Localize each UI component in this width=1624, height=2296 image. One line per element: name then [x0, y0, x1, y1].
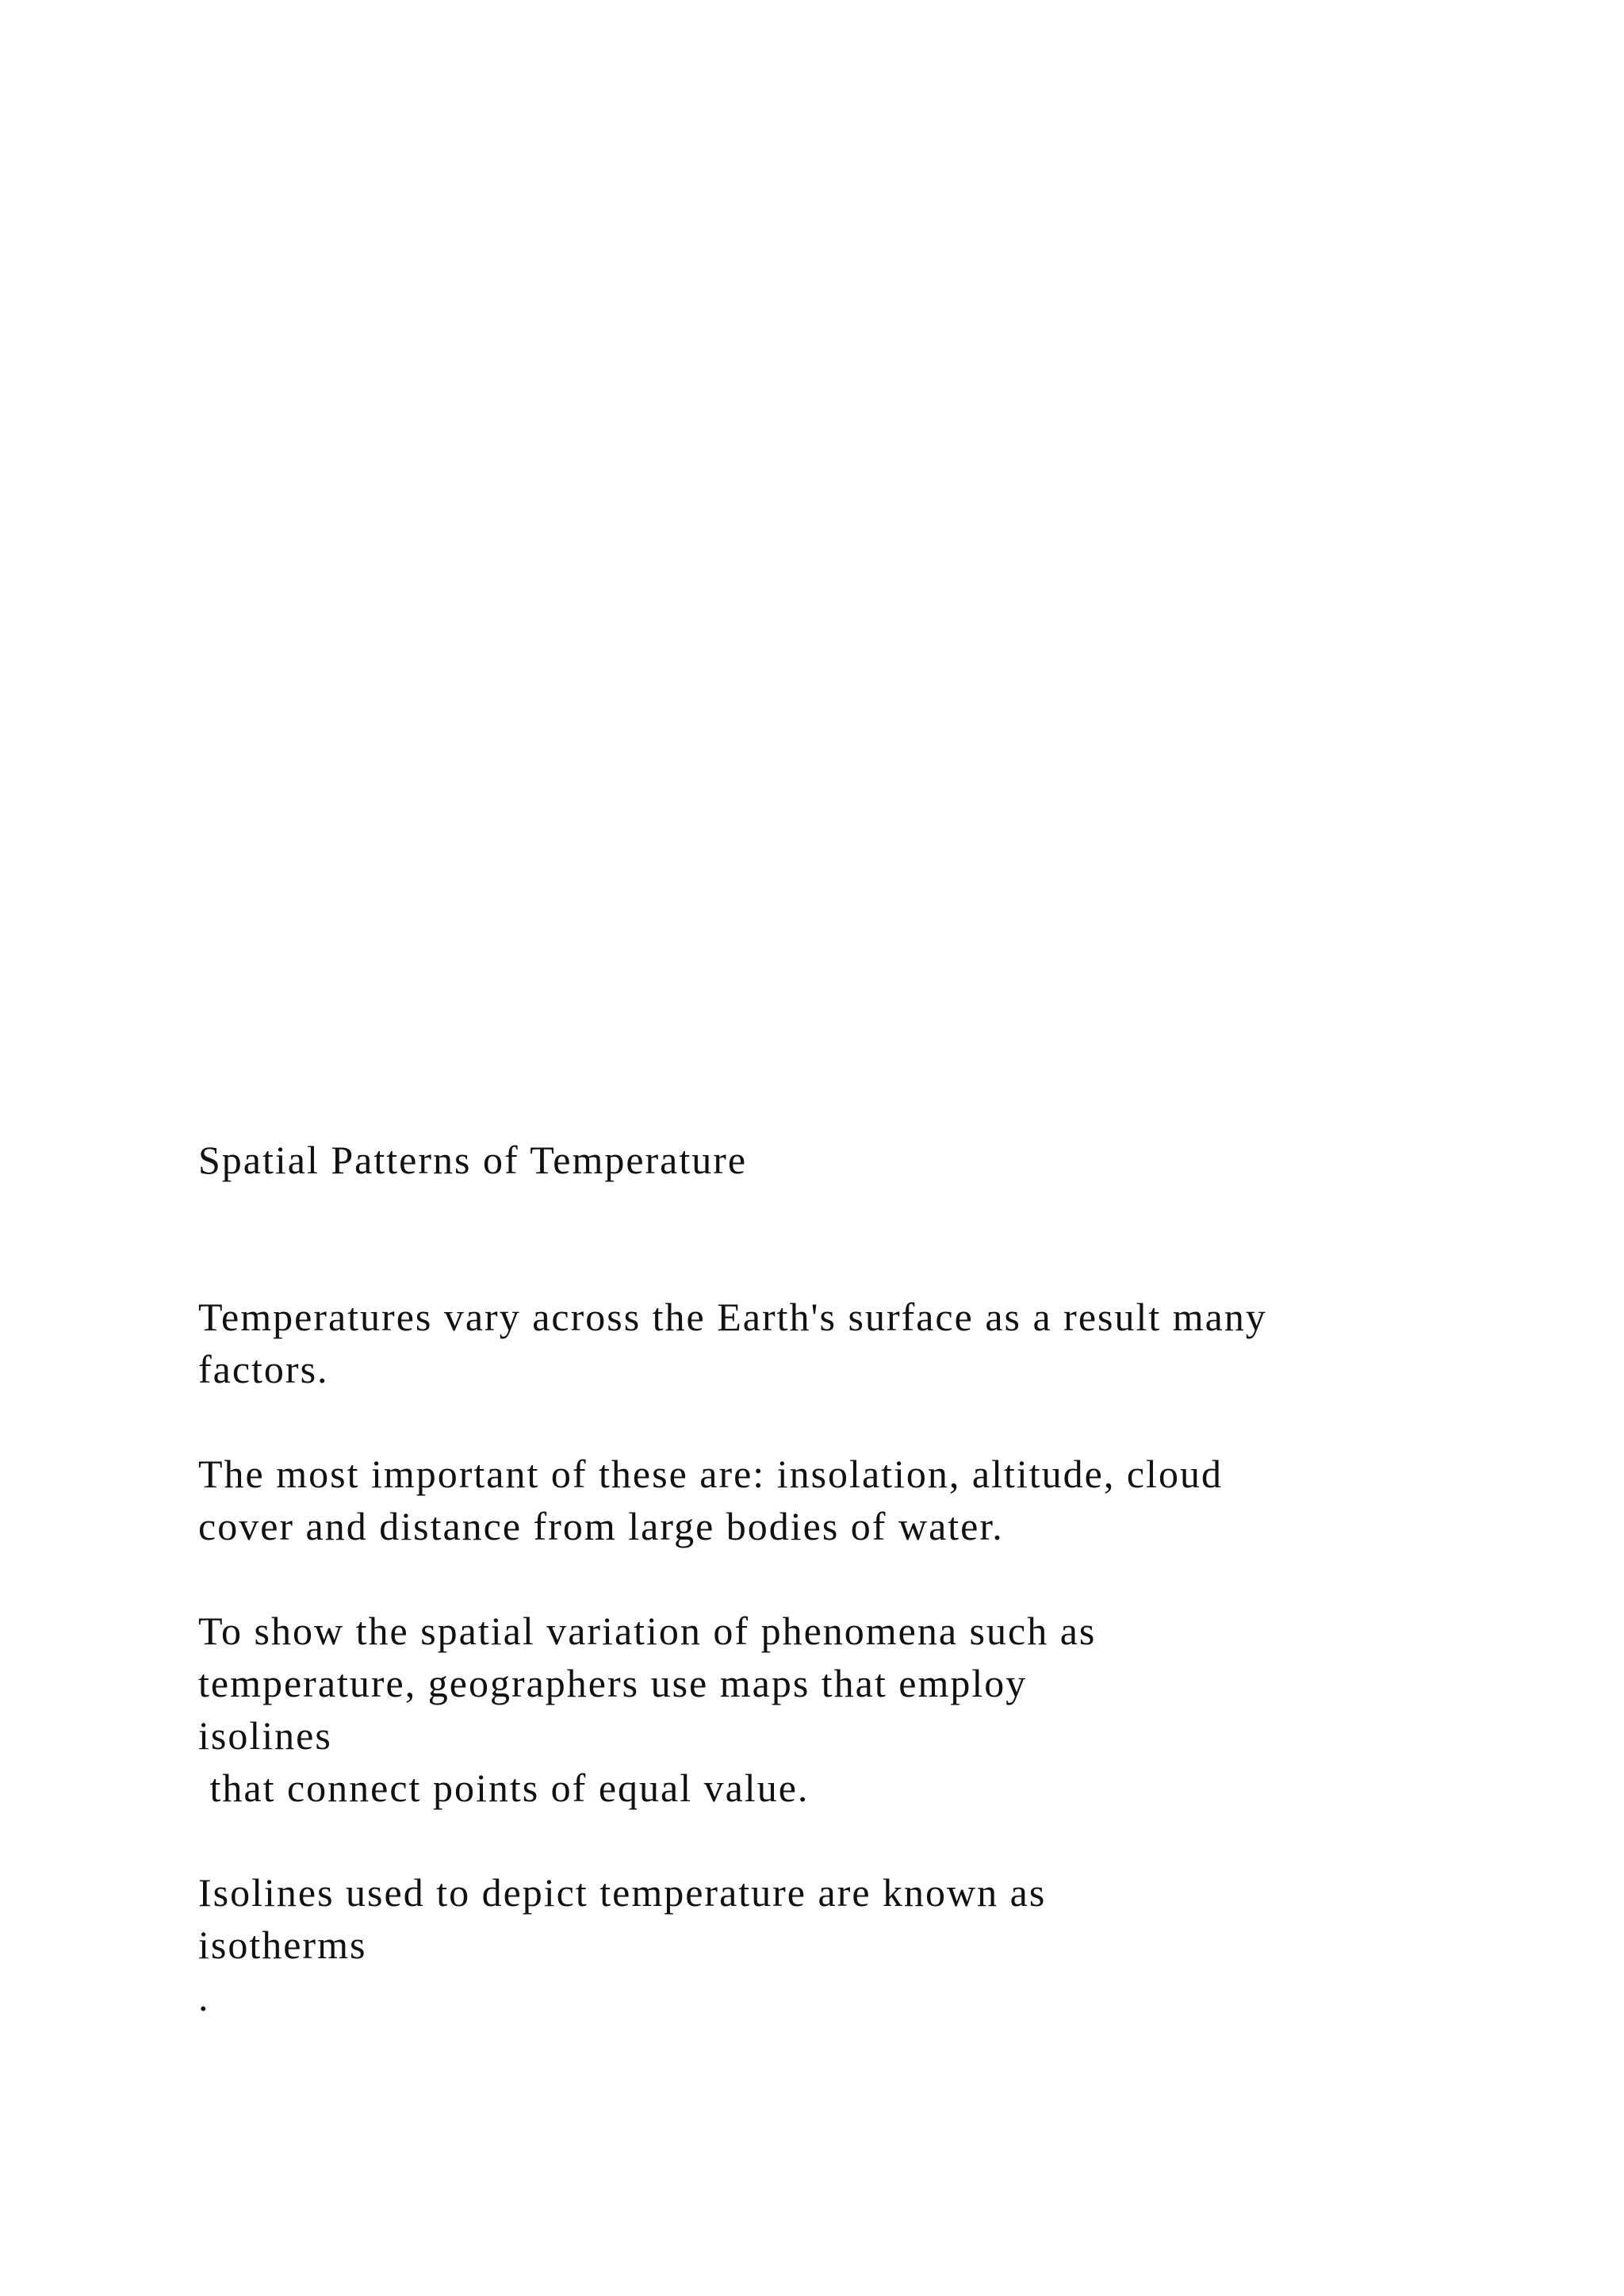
paragraph-2-line-1: The most important of these are: insolation, altitude, cloud: [198, 1452, 1223, 1496]
paragraph-4-line-1: Isolines used to depict temperature are known as: [198, 1870, 1047, 1915]
paragraph-2-line-2: cover and distance from large bodies of water.: [198, 1504, 1004, 1548]
paragraph-3-line-2: temperature, geographers use maps that employ: [198, 1661, 1028, 1705]
paragraph-4-period: .: [198, 1975, 210, 2019]
paragraph-3-line-1: To show the spatial variation of phenomena such as: [198, 1609, 1097, 1653]
paragraph-3-line-4: that connect points of equal value.: [198, 1766, 810, 1810]
paragraph-1-line-2: factors.: [198, 1347, 329, 1391]
paragraph-4-term-isotherms: isotherms: [198, 1923, 367, 1967]
paragraph-1-line-1: Temperatures vary across the Earth's surface as a result many: [198, 1295, 1267, 1339]
paragraph-3-term-isolines: isolines: [198, 1713, 332, 1758]
document-title: Spatial Patterns of Temperature: [198, 1138, 748, 1182]
